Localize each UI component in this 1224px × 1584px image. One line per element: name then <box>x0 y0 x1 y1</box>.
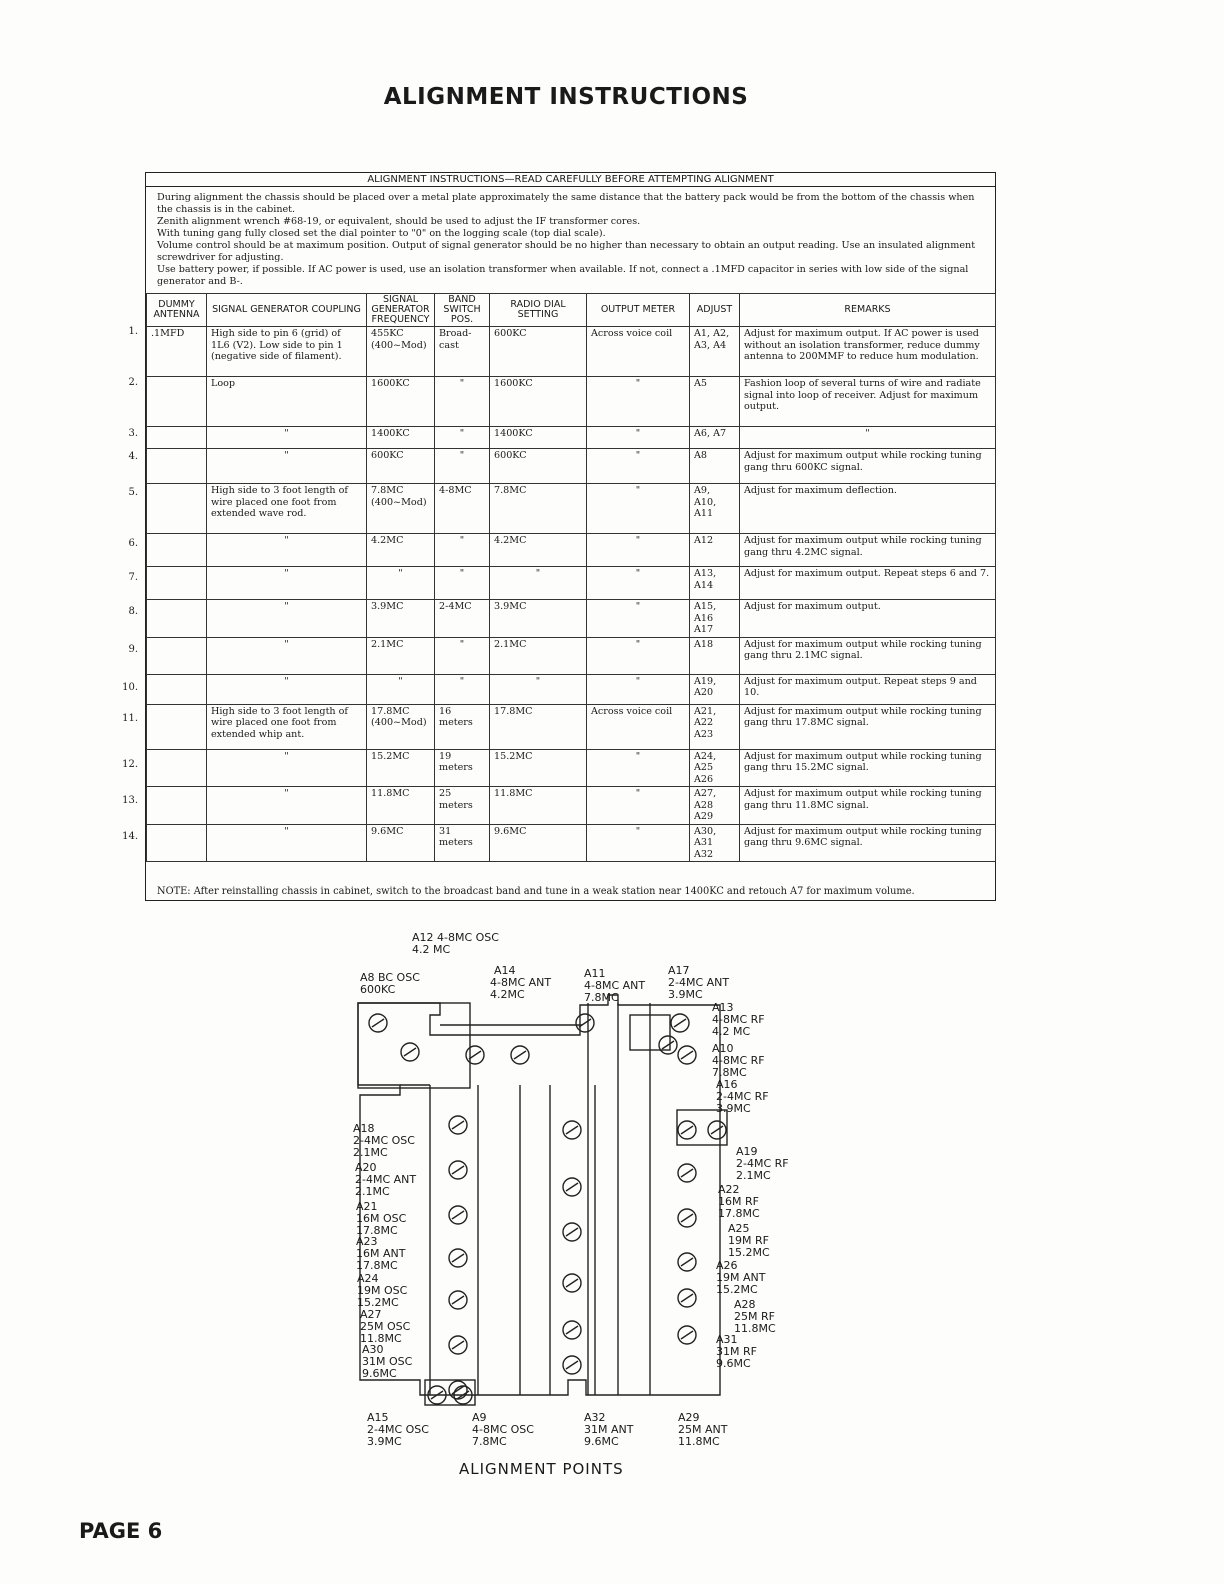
diagram-label-a10: A10 <box>712 1042 734 1055</box>
diagram-label-a13: A13 <box>712 1001 734 1014</box>
table-cell: Adjust for maximum output while rocking tuning gang thru 15.2MC signal. <box>740 749 996 787</box>
diagram-label-a17b: 2-4MC ANT <box>668 976 730 989</box>
diagram-label-a27b: 25M OSC <box>360 1320 411 1333</box>
intro-paragraph: During alignment the chassis should be placed over a metal plate approximately the same distance that the battery pack would be from the bottom of the chassis when the chassis is in the cabinet. <box>157 192 975 215</box>
chassis-outline <box>358 995 720 1395</box>
diagram-label-a32c: 9.6MC <box>584 1435 619 1448</box>
table-cell: 3.9MC <box>490 600 587 638</box>
table-cell: Adjust for maximum output. Repeat steps 9 and 10. <box>740 674 996 704</box>
table-cell: A15, A16 A17 <box>690 600 740 638</box>
table-cell: 15.2MC <box>367 749 435 787</box>
table-cell <box>147 427 207 449</box>
diagram-label-a11b: 4-8MC ANT <box>584 979 646 992</box>
diagram-caption: ALIGNMENT POINTS <box>459 1460 624 1478</box>
table-cell: Adjust for maximum output while rocking tuning gang thru 600KC signal. <box>740 449 996 484</box>
table-cell: " <box>435 427 490 449</box>
table-cell: 1600KC <box>490 377 587 427</box>
step-number: 1. <box>128 326 138 337</box>
col-header: SIGNAL GENERATOR FREQUENCY <box>367 294 435 327</box>
diagram-label-a26b: 19M ANT <box>716 1271 766 1284</box>
table-row <box>147 749 996 787</box>
diagram-label-a32b: 31M ANT <box>584 1423 634 1436</box>
diagram-label-a21b: 16M OSC <box>356 1212 407 1225</box>
diagram-label-a9b: 4-8MC OSC <box>472 1423 534 1436</box>
diagram-label-a29: A29 <box>678 1411 700 1424</box>
table-cell: 1400KC <box>367 427 435 449</box>
screw-slot <box>404 1048 416 1056</box>
table-cell <box>147 567 207 600</box>
table-cell: High side to 3 foot length of wire placed one foot from extended whip ant. <box>207 704 367 749</box>
diagram-label-a32: A32 <box>584 1411 606 1424</box>
step-number: 11. <box>122 713 138 724</box>
table-cell <box>147 484 207 534</box>
screw-slot <box>372 1019 384 1027</box>
table-cell: 600KC <box>490 327 587 377</box>
page-number: PAGE 6 <box>79 1519 163 1543</box>
diagram-label-a30: A30 <box>362 1343 384 1356</box>
screw-slot <box>566 1361 578 1369</box>
table-row <box>147 427 996 449</box>
table-row <box>147 704 996 749</box>
table-cell: A9, A10, A11 <box>690 484 740 534</box>
intro-text <box>157 192 987 288</box>
table-row <box>147 377 996 427</box>
screw-slot <box>681 1214 693 1222</box>
table-cell: " <box>207 824 367 862</box>
diagram-label-a16c: 3.9MC <box>716 1102 751 1115</box>
table-cell: 7.8MC <box>490 484 587 534</box>
diagram-label-a14b: 4-8MC ANT <box>490 976 552 989</box>
table-cell: A12 <box>690 534 740 567</box>
table-cell: 1600KC <box>367 377 435 427</box>
intro-paragraph: Zenith alignment wrench #68-19, or equivalent, should be used to adjust the IF transformer cores. <box>157 216 641 227</box>
step-number: 3. <box>128 428 138 439</box>
table-cell <box>147 704 207 749</box>
screw-slot <box>514 1051 526 1059</box>
table-cell: A21, A22 A23 <box>690 704 740 749</box>
diagram-label-a19: A19 <box>736 1145 758 1158</box>
table-cell <box>147 787 207 825</box>
diagram-label-a8b: 600KC <box>360 983 396 996</box>
table-cell: " <box>207 637 367 674</box>
diagram-label-a9: A9 <box>472 1411 487 1424</box>
diagram-label-a24: A24 <box>357 1272 379 1285</box>
intro-paragraph: Volume control should be at maximum position. Output of signal generator should be no higher than necessary to obtain an output reading. Use an insulated alignment screwdriver for adjusting. <box>157 240 976 263</box>
col-header: RADIO DIAL SETTING <box>490 294 587 327</box>
table-row <box>147 637 996 674</box>
diagram-label-a28b: 25M RF <box>734 1310 775 1323</box>
step-number: 2. <box>128 377 138 388</box>
diagram-label-a20b: 2-4MC ANT <box>355 1173 417 1186</box>
diagram-label-a14c: 4.2MC <box>490 988 525 1001</box>
col-header: SIGNAL GENERATOR COUPLING <box>207 294 367 327</box>
table-cell: " <box>435 674 490 704</box>
table-cell <box>147 749 207 787</box>
table-cell: " <box>207 674 367 704</box>
table-cell: " <box>587 824 690 862</box>
screw-slot <box>681 1331 693 1339</box>
table-cell: " <box>587 674 690 704</box>
table-cell: " <box>435 449 490 484</box>
table-cell: " <box>435 534 490 567</box>
table-cell <box>147 637 207 674</box>
screw-slot <box>681 1051 693 1059</box>
table-cell: Adjust for maximum output while rocking tuning gang thru 11.8MC signal. <box>740 787 996 825</box>
table-header-row <box>147 294 996 327</box>
table-cell: 2.1MC <box>367 637 435 674</box>
diagram-label-a31: A31 <box>716 1333 738 1346</box>
table-row <box>147 327 996 377</box>
diagram-label-a20c: 2.1MC <box>355 1185 390 1198</box>
table-cell: 4.2MC <box>367 534 435 567</box>
screw-slot <box>452 1254 464 1262</box>
diagram-label-a29c: 11.8MC <box>678 1435 720 1448</box>
diagram-label-a19c: 2.1MC <box>736 1169 771 1182</box>
table-row <box>147 534 996 567</box>
table-cell: Adjust for maximum output while rocking tuning gang thru 9.6MC signal. <box>740 824 996 862</box>
step-number: 10. <box>122 682 138 693</box>
step-number: 9. <box>128 644 138 655</box>
table-cell: Across voice coil <box>587 327 690 377</box>
table-cell: " <box>435 637 490 674</box>
screw-slot <box>566 1228 578 1236</box>
table-row <box>147 449 996 484</box>
diagram-label-a30c: 9.6MC <box>362 1367 397 1380</box>
diagram-label-a25b: 19M RF <box>728 1234 769 1247</box>
screw-slot <box>452 1341 464 1349</box>
diagram-label-a18b: 2-4MC OSC <box>353 1134 415 1147</box>
table-cell: " <box>587 427 690 449</box>
table-cell: " <box>490 567 587 600</box>
table-cell: " <box>587 449 690 484</box>
diagram-label-a17c: 3.9MC <box>668 988 703 1001</box>
screw-slot <box>681 1126 693 1134</box>
step-number: 5. <box>128 487 138 498</box>
table-cell: 19 meters <box>435 749 490 787</box>
table-cell: " <box>207 449 367 484</box>
table-cell: " <box>587 787 690 825</box>
table-cell: Adjust for maximum output. <box>740 600 996 638</box>
table-cell: 4-8MC <box>435 484 490 534</box>
table-cell: Broad-cast <box>435 327 490 377</box>
diagram-label-a25: A25 <box>728 1222 750 1235</box>
table-cell: 15.2MC <box>490 749 587 787</box>
col-header: BAND SWITCH POS. <box>435 294 490 327</box>
diagram-label-a13b: 4-8MC RF <box>712 1013 765 1026</box>
table-cell: " <box>367 567 435 600</box>
table-cell: A1, A2, A3, A4 <box>690 327 740 377</box>
table-cell: A5 <box>690 377 740 427</box>
col-header: REMARKS <box>740 294 996 327</box>
diagram-label-a15c: 3.9MC <box>367 1435 402 1448</box>
diagram-label-a10b: 4-8MC RF <box>712 1054 765 1067</box>
instructions-box <box>145 172 996 901</box>
screw-slot <box>681 1169 693 1177</box>
diagram-label-a16b: 2-4MC RF <box>716 1090 769 1103</box>
table-cell: 3.9MC <box>367 600 435 638</box>
table-cell: High side to 3 foot length of wire placed one foot from extended wave rod. <box>207 484 367 534</box>
table-cell: 7.8MC (400~Mod) <box>367 484 435 534</box>
table-cell: " <box>587 567 690 600</box>
table-cell: 9.6MC <box>367 824 435 862</box>
table-cell: Adjust for maximum output while rocking tuning gang thru 17.8MC signal. <box>740 704 996 749</box>
diagram-label-a14: A14 <box>494 964 516 977</box>
diagram-label-a18: A18 <box>353 1122 375 1135</box>
table-cell: 31 meters <box>435 824 490 862</box>
table-cell: " <box>587 600 690 638</box>
diagram-label-a22: A22 <box>718 1183 740 1196</box>
diagram-label-a23b: 16M ANT <box>356 1247 406 1260</box>
diagram-label-a11: A11 <box>584 967 606 980</box>
table-cell: " <box>367 674 435 704</box>
table-cell: 4.2MC <box>490 534 587 567</box>
step-number: 12. <box>122 759 138 770</box>
diagram-label-a30b: 31M OSC <box>362 1355 413 1368</box>
step-number: 13. <box>122 795 138 806</box>
diagram-label-a25c: 15.2MC <box>728 1246 770 1259</box>
table-row <box>147 674 996 704</box>
screw-slot <box>566 1279 578 1287</box>
alignment-table <box>146 293 996 862</box>
diagram-label-a13c: 4.2 MC <box>712 1025 751 1038</box>
diagram-label-a28c: 11.8MC <box>734 1322 776 1335</box>
table-cell: A6, A7 <box>690 427 740 449</box>
diagram-label-a24b: 19M OSC <box>357 1284 408 1297</box>
diagram-label-a12: A12 4-8MC OSC <box>412 931 499 944</box>
table-cell <box>147 600 207 638</box>
screw-slot <box>452 1211 464 1219</box>
diagram-label-a10c: 7.8MC <box>712 1066 747 1079</box>
step-number: 7. <box>128 572 138 583</box>
table-cell: Adjust for maximum output while rocking tuning gang thru 2.1MC signal. <box>740 637 996 674</box>
step-number: 8. <box>128 606 138 617</box>
table-cell: " <box>435 567 490 600</box>
diagram-label-a22b: 16M RF <box>718 1195 759 1208</box>
diagram-label-a23c: 17.8MC <box>356 1259 398 1272</box>
table-cell: Adjust for maximum output while rocking tuning gang thru 4.2MC signal. <box>740 534 996 567</box>
screw-slot <box>674 1019 686 1027</box>
table-cell: 17.8MC <box>490 704 587 749</box>
diagram-label-a31b: 31M RF <box>716 1345 757 1358</box>
box-heading: ALIGNMENT INSTRUCTIONS—READ CAREFULLY BEFORE ATTEMPTING ALIGNMENT <box>146 173 995 187</box>
table-cell <box>147 534 207 567</box>
diagram-label-a8: A8 BC OSC <box>360 971 420 984</box>
table-cell: 1400KC <box>490 427 587 449</box>
col-header: ADJUST <box>690 294 740 327</box>
diagram-label-a9c: 7.8MC <box>472 1435 507 1448</box>
table-cell: A8 <box>690 449 740 484</box>
table-cell: Adjust for maximum output. If AC power is used without an isolation transformer, reduce dummy antenna to 200MMF to reduce hum modulation. <box>740 327 996 377</box>
table-cell: " <box>207 787 367 825</box>
table-cell: A18 <box>690 637 740 674</box>
diagram-label-a21c: 17.8MC <box>356 1224 398 1237</box>
table-cell: Adjust for maximum deflection. <box>740 484 996 534</box>
table-cell: A24, A25 A26 <box>690 749 740 787</box>
table-cell: 25 meters <box>435 787 490 825</box>
table-cell <box>147 449 207 484</box>
diagram-label-a28: A28 <box>734 1298 756 1311</box>
table-cell: " <box>207 427 367 449</box>
screw-slot <box>711 1126 723 1134</box>
screw-slot <box>452 1166 464 1174</box>
screw-slot <box>579 1019 591 1027</box>
table-row <box>147 567 996 600</box>
diagram-label-a11c: 7.8MC <box>584 991 619 1004</box>
table-cell: A19, A20 <box>690 674 740 704</box>
table-cell: A27, A28 A29 <box>690 787 740 825</box>
diagram-label-a27: A27 <box>360 1308 382 1321</box>
table-cell: " <box>207 749 367 787</box>
table-cell: 600KC <box>490 449 587 484</box>
table-cell: " <box>740 427 996 449</box>
diagram-label-a22c: 17.8MC <box>718 1207 760 1220</box>
screw-slot <box>681 1294 693 1302</box>
diagram-label-a24c: 15.2MC <box>357 1296 399 1309</box>
table-row <box>147 824 996 862</box>
table-row <box>147 484 996 534</box>
table-cell: High side to pin 6 (grid) of 1L6 (V2). Low side to pin 1 (negative side of filament). <box>207 327 367 377</box>
screw-slot <box>566 1126 578 1134</box>
diagram-label-a20: A20 <box>355 1161 377 1174</box>
step-number: 14. <box>122 831 138 842</box>
table-cell <box>147 824 207 862</box>
col-header: DUMMY ANTENNA <box>147 294 207 327</box>
step-number: 4. <box>128 451 138 462</box>
screw-slot <box>662 1041 674 1049</box>
table-cell <box>147 674 207 704</box>
diagram-label-a19b: 2-4MC RF <box>736 1157 789 1170</box>
bc-section <box>358 1003 470 1088</box>
table-cell: A30, A31 A32 <box>690 824 740 862</box>
table-cell: " <box>587 637 690 674</box>
table-cell: " <box>207 600 367 638</box>
table-cell: " <box>207 534 367 567</box>
screw-slot <box>452 1296 464 1304</box>
diagram-label-a17: A17 <box>668 964 690 977</box>
table-cell: " <box>435 377 490 427</box>
table-cell: 9.6MC <box>490 824 587 862</box>
table-cell: " <box>207 567 367 600</box>
screw-slot <box>566 1183 578 1191</box>
table-cell: 455KC (400~Mod) <box>367 327 435 377</box>
screw-slot <box>452 1121 464 1129</box>
table-cell: 16 meters <box>435 704 490 749</box>
screw-slot <box>469 1051 481 1059</box>
intro-paragraph: With tuning gang fully closed set the dial pointer to "0" on the logging scale (top dial scale). <box>157 228 606 239</box>
table-cell: " <box>587 749 690 787</box>
table-cell: Loop <box>207 377 367 427</box>
col-header: OUTPUT METER <box>587 294 690 327</box>
table-cell: " <box>587 534 690 567</box>
table-cell: .1MFD <box>147 327 207 377</box>
diagram-label-a18c: 2.1MC <box>353 1146 388 1159</box>
diagram-label-a23: A23 <box>356 1235 378 1248</box>
diagram-label-a15: A15 <box>367 1411 389 1424</box>
diagram-label-a27c: 11.8MC <box>360 1332 402 1345</box>
table-cell: 11.8MC <box>367 787 435 825</box>
table-cell: 11.8MC <box>490 787 587 825</box>
table-cell: 17.8MC (400~Mod) <box>367 704 435 749</box>
diagram-label-a26: A26 <box>716 1259 738 1272</box>
diagram-label-a21: A21 <box>356 1200 378 1213</box>
table-cell: Across voice coil <box>587 704 690 749</box>
table-cell: 600KC <box>367 449 435 484</box>
table-cell: A13, A14 <box>690 567 740 600</box>
diagram-label-a15b: 2-4MC OSC <box>367 1423 429 1436</box>
diagram-label-a12b: 4.2 MC <box>412 943 451 956</box>
diagram-label-a16: A16 <box>716 1078 738 1091</box>
diagram-label-a31c: 9.6MC <box>716 1357 751 1370</box>
diagram-label-a26c: 15.2MC <box>716 1283 758 1296</box>
page-title: ALIGNMENT INSTRUCTIONS <box>383 84 749 110</box>
intro-paragraph: Use battery power, if possible. If AC power is used, use an isolation transformer when available. If not, connect a .1MFD capacitor in series with low side of the signal generator and B-. <box>157 264 969 287</box>
table-cell: 2-4MC <box>435 600 490 638</box>
screw-slot <box>566 1326 578 1334</box>
table-cell: 2.1MC <box>490 637 587 674</box>
table-row <box>147 600 996 638</box>
table-cell: Fashion loop of several turns of wire and radiate signal into loop of receiver. Adjust for maximum output. <box>740 377 996 427</box>
table-cell: Adjust for maximum output. Repeat steps 6 and 7. <box>740 567 996 600</box>
table-cell: " <box>490 674 587 704</box>
diagram-label-a29b: 25M ANT <box>678 1423 728 1436</box>
table-cell: " <box>587 377 690 427</box>
table-cell <box>147 377 207 427</box>
table-cell: " <box>587 484 690 534</box>
table-row <box>147 787 996 825</box>
step-number: 6. <box>128 538 138 549</box>
screw-slot <box>681 1258 693 1266</box>
note: NOTE: After reinstalling chassis in cabinet, switch to the broadcast band and tune in a weak station near 1400KC and retouch A7 for maximum volume. <box>157 886 915 897</box>
trimmer-screws <box>369 1014 726 1404</box>
